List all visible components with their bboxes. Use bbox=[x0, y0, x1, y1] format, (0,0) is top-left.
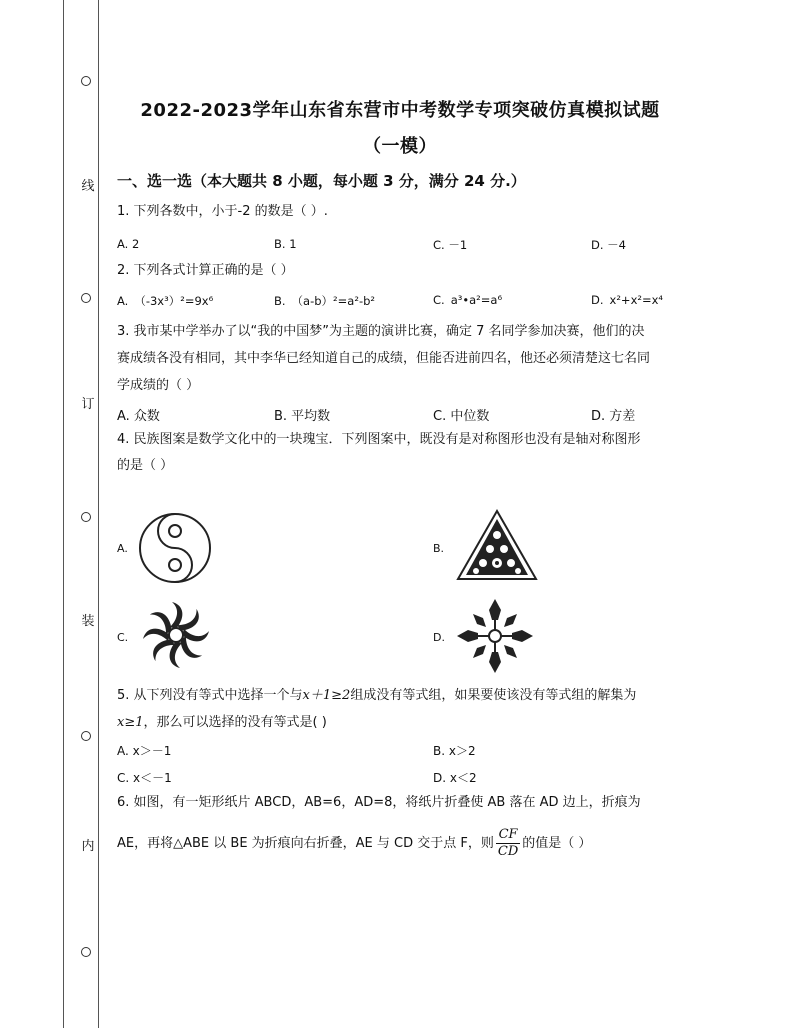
question-4-option-d-label: D. bbox=[433, 631, 445, 644]
question-5-option-c: C. x＜－1 bbox=[117, 771, 172, 785]
question-3-option-a: A. 众数 bbox=[117, 409, 160, 424]
question-5-text-part-1: 5. 从下列没有等式中选择一个与 bbox=[117, 688, 303, 703]
margin-label-zhuang: 装 bbox=[81, 614, 95, 629]
binding-hole bbox=[81, 947, 91, 957]
question-1-option-a: A. 2 bbox=[117, 237, 140, 251]
binding-hole bbox=[81, 731, 91, 741]
question-1-stem: 1. 下列各数中，小于-2 的数是（ ）. bbox=[117, 204, 328, 219]
question-1-option-d: D. －4 bbox=[591, 238, 626, 252]
question-2-option-c bbox=[433, 293, 502, 307]
question-1-option-b: B. 1 bbox=[274, 237, 297, 251]
question-4-option-a-label: A. bbox=[117, 542, 128, 555]
question-3-stem-line-2: 赛成绩各没有相同，其中李华已经知道自己的成绩，但能否进前四名，他还必须清楚这七名同 bbox=[117, 351, 651, 366]
question-3-option-d: D. 方差 bbox=[591, 409, 636, 424]
question-5-text-part-2: 组成没有等式组，如果要使该没有等式组的解集为 bbox=[350, 688, 637, 703]
option-label: A. bbox=[117, 294, 129, 308]
triangle-pattern-figure bbox=[456, 509, 538, 581]
question-4-option-b-label: B. bbox=[433, 542, 445, 555]
question-6-text-part-2: AE，再将△ABE 以 BE 为折痕向右折叠，AE 与 CD 交于点 F，则 bbox=[117, 836, 494, 851]
question-6-text-part-3: 的值是（ ） bbox=[522, 836, 592, 851]
question-5-solution-set: x≥1 bbox=[117, 715, 144, 730]
binding-line-outer bbox=[63, 0, 64, 1028]
yin-yang-figure bbox=[138, 512, 212, 584]
question-2-option-a bbox=[117, 293, 213, 309]
margin-label-xian: 线 bbox=[81, 179, 95, 194]
option-label: C. bbox=[433, 293, 445, 307]
option-label: D. bbox=[591, 293, 604, 307]
question-6-stem-line-1: 6. 如图，有一矩形纸片 ABCD，AB=6，AD=8，将纸片折叠使 AB 落在 AD 边上，折痕为 bbox=[117, 795, 641, 810]
margin-label-nei: 内 bbox=[81, 839, 95, 854]
question-5-text-part-3: ，那么可以选择的没有等式是( ) bbox=[143, 715, 327, 730]
question-5-stem-line-2 bbox=[117, 713, 327, 733]
question-5-option-d: D. x＜2 bbox=[433, 771, 477, 785]
binding-hole bbox=[81, 76, 91, 86]
question-4-stem-line-1: 4. 民族图案是数学文化中的一块瑰宝．下列图案中，既没有是对称图形也没有是轴对称图形 bbox=[117, 432, 641, 447]
question-1-option-c: C. －1 bbox=[433, 238, 468, 252]
question-6-stem-line-2 bbox=[117, 824, 591, 864]
question-2-stem: 2. 下列各式计算正确的是（ ） bbox=[117, 263, 294, 278]
margin-label-ding: 订 bbox=[81, 397, 95, 412]
question-5-option-b: B. x＞2 bbox=[433, 744, 476, 758]
question-3-option-b: B. 平均数 bbox=[274, 409, 331, 424]
question-4-option-c-label: C. bbox=[117, 631, 129, 644]
question-2-option-d bbox=[591, 293, 663, 307]
binding-hole bbox=[81, 293, 91, 303]
question-5-option-a: A. x＞－1 bbox=[117, 744, 172, 758]
option-text: （a-b）²=a²-b² bbox=[291, 294, 376, 308]
binding-line-inner bbox=[98, 0, 99, 1028]
option-text: a³•a²=a⁶ bbox=[450, 293, 503, 307]
question-3-stem-line-1: 3. 我市某中学举办了以“我的中国梦”为主题的演讲比赛，确定 7 名同学参加决赛，他们的决 bbox=[117, 324, 645, 339]
binding-hole bbox=[81, 512, 91, 522]
question-5-inequality: x＋1≥2 bbox=[302, 688, 351, 703]
page-title: 2022-2023学年山东省东营市中考数学专项突破仿真模拟试题 bbox=[140, 100, 660, 121]
page-subtitle: （一模） bbox=[363, 136, 437, 157]
option-text: x²+x²=x⁴ bbox=[609, 293, 664, 307]
question-3-option-c: C. 中位数 bbox=[433, 409, 490, 424]
question-4-stem-line-2: 的是（ ） bbox=[117, 458, 174, 473]
question-3-stem-line-3: 学成绩的（ ） bbox=[117, 378, 200, 393]
cf-over-cd-fraction bbox=[496, 827, 520, 860]
option-label: B. bbox=[274, 294, 286, 308]
pinwheel-flower-figure bbox=[140, 600, 212, 670]
fraction-denominator: CD bbox=[497, 844, 519, 859]
section-heading: 一、选一选（本大题共 8 小题，每小题 3 分，满分 24 分.） bbox=[117, 172, 526, 190]
fraction-numerator: CF bbox=[496, 827, 520, 844]
question-5-stem-line-1 bbox=[117, 686, 636, 706]
option-text: （-3x³）²=9x⁶ bbox=[134, 294, 214, 308]
cross-ornament-figure bbox=[456, 598, 534, 674]
question-2-option-b bbox=[274, 293, 375, 309]
